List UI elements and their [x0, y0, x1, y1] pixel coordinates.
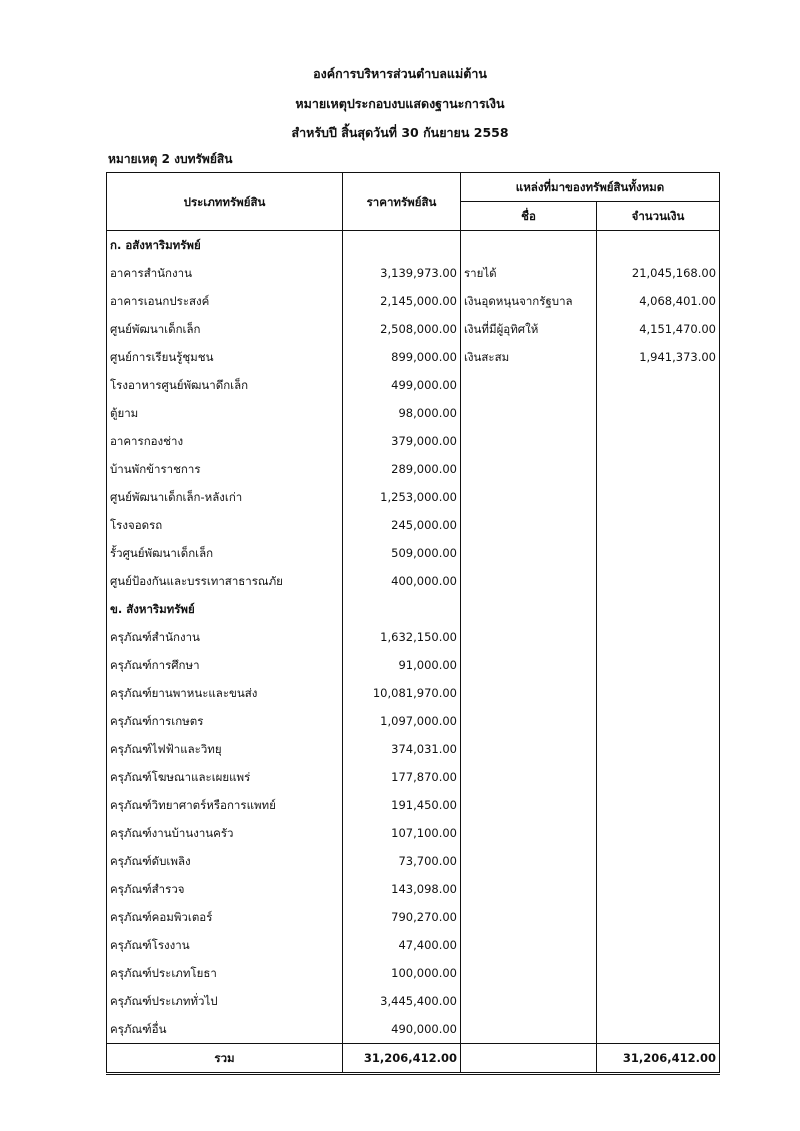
asset-value	[343, 595, 461, 623]
asset-name: ครุภัณฑ์ประเภทโยธา	[107, 959, 343, 987]
table-row	[107, 987, 720, 1015]
table-row	[107, 791, 720, 819]
col-header-asset-type: ประเภททรัพย์สิน	[107, 173, 343, 231]
source-name	[461, 931, 597, 959]
asset-value: 47,400.00	[343, 931, 461, 959]
source-name	[461, 959, 597, 987]
table-row	[107, 623, 720, 651]
table-row	[107, 847, 720, 875]
source-name	[461, 399, 597, 427]
source-name: เงินที่มีผู้อุทิศให้	[461, 315, 597, 343]
asset-value: 191,450.00	[343, 791, 461, 819]
asset-name: ศูนย์ป้องกันและบรรเทาสาธารณภัย	[107, 567, 343, 595]
source-amount	[597, 679, 720, 707]
total-value: 31,206,412.00	[343, 1044, 461, 1074]
source-name	[461, 651, 597, 679]
source-name	[461, 511, 597, 539]
total-source-name	[461, 1044, 597, 1074]
source-name	[461, 679, 597, 707]
source-amount	[597, 483, 720, 511]
source-amount	[597, 847, 720, 875]
source-amount	[597, 707, 720, 735]
asset-value: 490,000.00	[343, 1015, 461, 1044]
source-name: รายได้	[461, 259, 597, 287]
source-name	[461, 903, 597, 931]
source-name	[461, 819, 597, 847]
org-name: องค์การบริหารส่วนตำบลแม่ต้าน	[313, 66, 487, 81]
source-name	[461, 483, 597, 511]
asset-name: รั้วศูนย์พัฒนาเด็กเล็ก	[107, 539, 343, 567]
table-row	[107, 455, 720, 483]
asset-name: ครุภัณฑ์การเกษตร	[107, 707, 343, 735]
table-row	[107, 707, 720, 735]
table-row	[107, 259, 720, 287]
table-row	[107, 399, 720, 427]
table-row	[107, 903, 720, 931]
asset-value: 91,000.00	[343, 651, 461, 679]
asset-value: 3,139,973.00	[343, 259, 461, 287]
table-row	[107, 679, 720, 707]
source-amount	[597, 791, 720, 819]
asset-value: 1,253,000.00	[343, 483, 461, 511]
source-name: เงินสะสม	[461, 343, 597, 371]
source-amount	[597, 651, 720, 679]
source-name	[461, 763, 597, 791]
asset-name: โรงจอดรถ	[107, 511, 343, 539]
source-amount	[597, 987, 720, 1015]
asset-value: 509,000.00	[343, 539, 461, 567]
source-name	[461, 371, 597, 399]
asset-value: 2,145,000.00	[343, 287, 461, 315]
note-title: หมายเหตุ 2 งบทรัพย์สิน	[108, 152, 233, 166]
total-label: รวม	[107, 1044, 343, 1074]
source-amount	[597, 763, 720, 791]
asset-value: 10,081,970.00	[343, 679, 461, 707]
section-row	[107, 595, 720, 623]
asset-name: ศูนย์การเรียนรู้ชุมชน	[107, 343, 343, 371]
source-name	[461, 623, 597, 651]
asset-value: 177,870.00	[343, 763, 461, 791]
source-name	[461, 455, 597, 483]
asset-name: ข. สังหาริมทรัพย์	[107, 595, 343, 623]
asset-name: ครุภัณฑ์ยานพาหนะและขนส่ง	[107, 679, 343, 707]
asset-name: ศูนย์พัฒนาเด็กเล็ก	[107, 315, 343, 343]
table-row	[107, 875, 720, 903]
source-amount	[597, 399, 720, 427]
asset-name: ครุภัณฑ์ดับเพลิง	[107, 847, 343, 875]
asset-value: 899,000.00	[343, 343, 461, 371]
table-row	[107, 931, 720, 959]
asset-name: ครุภัณฑ์สำนักงาน	[107, 623, 343, 651]
asset-value: 100,000.00	[343, 959, 461, 987]
table-body	[107, 231, 720, 1044]
source-amount	[597, 595, 720, 623]
source-amount	[597, 371, 720, 399]
source-amount: 1,941,373.00	[597, 343, 720, 371]
source-name	[461, 1015, 597, 1044]
total-row	[107, 1044, 720, 1074]
document-title: หมายเหตุประกอบงบแสดงฐานะการเงิน	[295, 96, 505, 111]
source-amount	[597, 931, 720, 959]
table-row	[107, 819, 720, 847]
asset-name: อาคารสำนักงาน	[107, 259, 343, 287]
asset-name: ครุภัณฑ์วิทยาศาตร์หรือการแพทย์	[107, 791, 343, 819]
source-amount	[597, 455, 720, 483]
asset-value: 289,000.00	[343, 455, 461, 483]
table-row	[107, 483, 720, 511]
asset-value: 1,632,150.00	[343, 623, 461, 651]
asset-value: 790,270.00	[343, 903, 461, 931]
source-amount	[597, 959, 720, 987]
source-name	[461, 791, 597, 819]
asset-name: ครุภัณฑ์คอมพิวเตอร์	[107, 903, 343, 931]
table-row	[107, 343, 720, 371]
col-header-source-name: ชื่อ	[461, 202, 597, 231]
table-row	[107, 735, 720, 763]
source-name	[461, 735, 597, 763]
asset-name: ครุภัณฑ์งานบ้านงานครัว	[107, 819, 343, 847]
source-name	[461, 987, 597, 1015]
asset-name: ครุภัณฑ์โรงงาน	[107, 931, 343, 959]
col-header-source: แหล่งที่มาของทรัพย์สินทั้งหมด	[461, 173, 720, 202]
table-row	[107, 287, 720, 315]
asset-name: โรงอาหารศูนย์พัฒนาดึกเล็ก	[107, 371, 343, 399]
asset-value: 143,098.00	[343, 875, 461, 903]
table-row	[107, 959, 720, 987]
table-row	[107, 763, 720, 791]
source-name	[461, 231, 597, 260]
source-amount: 4,151,470.00	[597, 315, 720, 343]
table-row	[107, 371, 720, 399]
source-name	[461, 427, 597, 455]
asset-name: อาคารเอนกประสงค์	[107, 287, 343, 315]
source-amount	[597, 623, 720, 651]
col-header-source-amount: จำนวนเงิน	[597, 202, 720, 231]
asset-value: 245,000.00	[343, 511, 461, 539]
asset-value: 1,097,000.00	[343, 707, 461, 735]
asset-value: 98,000.00	[343, 399, 461, 427]
table-row	[107, 567, 720, 595]
asset-value: 400,000.00	[343, 567, 461, 595]
period-line: สำหรับปี สิ้นสุดวันที่ 30 กันยายน 2558	[291, 125, 509, 140]
source-name: เงินอุดหนุนจากรัฐบาล	[461, 287, 597, 315]
source-amount: 21,045,168.00	[597, 259, 720, 287]
source-amount	[597, 231, 720, 260]
source-amount	[597, 1015, 720, 1044]
asset-name: ก. อสังหาริมทรัพย์	[107, 231, 343, 260]
asset-value: 2,508,000.00	[343, 315, 461, 343]
source-name	[461, 847, 597, 875]
source-amount	[597, 427, 720, 455]
asset-name: ครุภัณฑ์สำรวจ	[107, 875, 343, 903]
source-name	[461, 707, 597, 735]
asset-value: 499,000.00	[343, 371, 461, 399]
source-amount	[597, 875, 720, 903]
col-header-asset-value: ราคาทรัพย์สิน	[343, 173, 461, 231]
source-amount	[597, 819, 720, 847]
asset-name: ครุภัณฑ์การศึกษา	[107, 651, 343, 679]
source-name	[461, 539, 597, 567]
source-name	[461, 875, 597, 903]
source-name	[461, 595, 597, 623]
asset-value: 107,100.00	[343, 819, 461, 847]
table-row	[107, 427, 720, 455]
asset-name: อาคารกองช่าง	[107, 427, 343, 455]
source-amount: 4,068,401.00	[597, 287, 720, 315]
table-row	[107, 539, 720, 567]
table-row	[107, 315, 720, 343]
source-amount	[597, 567, 720, 595]
total-source-amount: 31,206,412.00	[597, 1044, 720, 1074]
asset-value: 73,700.00	[343, 847, 461, 875]
asset-name: ศูนย์พัฒนาเด็กเล็ก-หลังเก่า	[107, 483, 343, 511]
source-amount	[597, 539, 720, 567]
asset-value: 379,000.00	[343, 427, 461, 455]
table-row	[107, 1015, 720, 1044]
source-amount	[597, 735, 720, 763]
table-row	[107, 651, 720, 679]
asset-name: ครุภัณฑ์ประเภททั่วไป	[107, 987, 343, 1015]
asset-name: ครุภัณฑ์อื่น	[107, 1015, 343, 1044]
asset-value	[343, 231, 461, 260]
asset-value: 3,445,400.00	[343, 987, 461, 1015]
asset-name: ครุภัณฑ์โฆษณาและเผยแพร่	[107, 763, 343, 791]
source-name	[461, 567, 597, 595]
section-row	[107, 231, 720, 260]
asset-name: บ้านพักข้าราชการ	[107, 455, 343, 483]
source-amount	[597, 511, 720, 539]
asset-name: ตู้ยาม	[107, 399, 343, 427]
asset-value: 374,031.00	[343, 735, 461, 763]
table-row	[107, 511, 720, 539]
source-amount	[597, 903, 720, 931]
asset-table	[106, 172, 720, 1075]
asset-name: ครุภัณฑ์ไฟฟ้าและวิทยุ	[107, 735, 343, 763]
